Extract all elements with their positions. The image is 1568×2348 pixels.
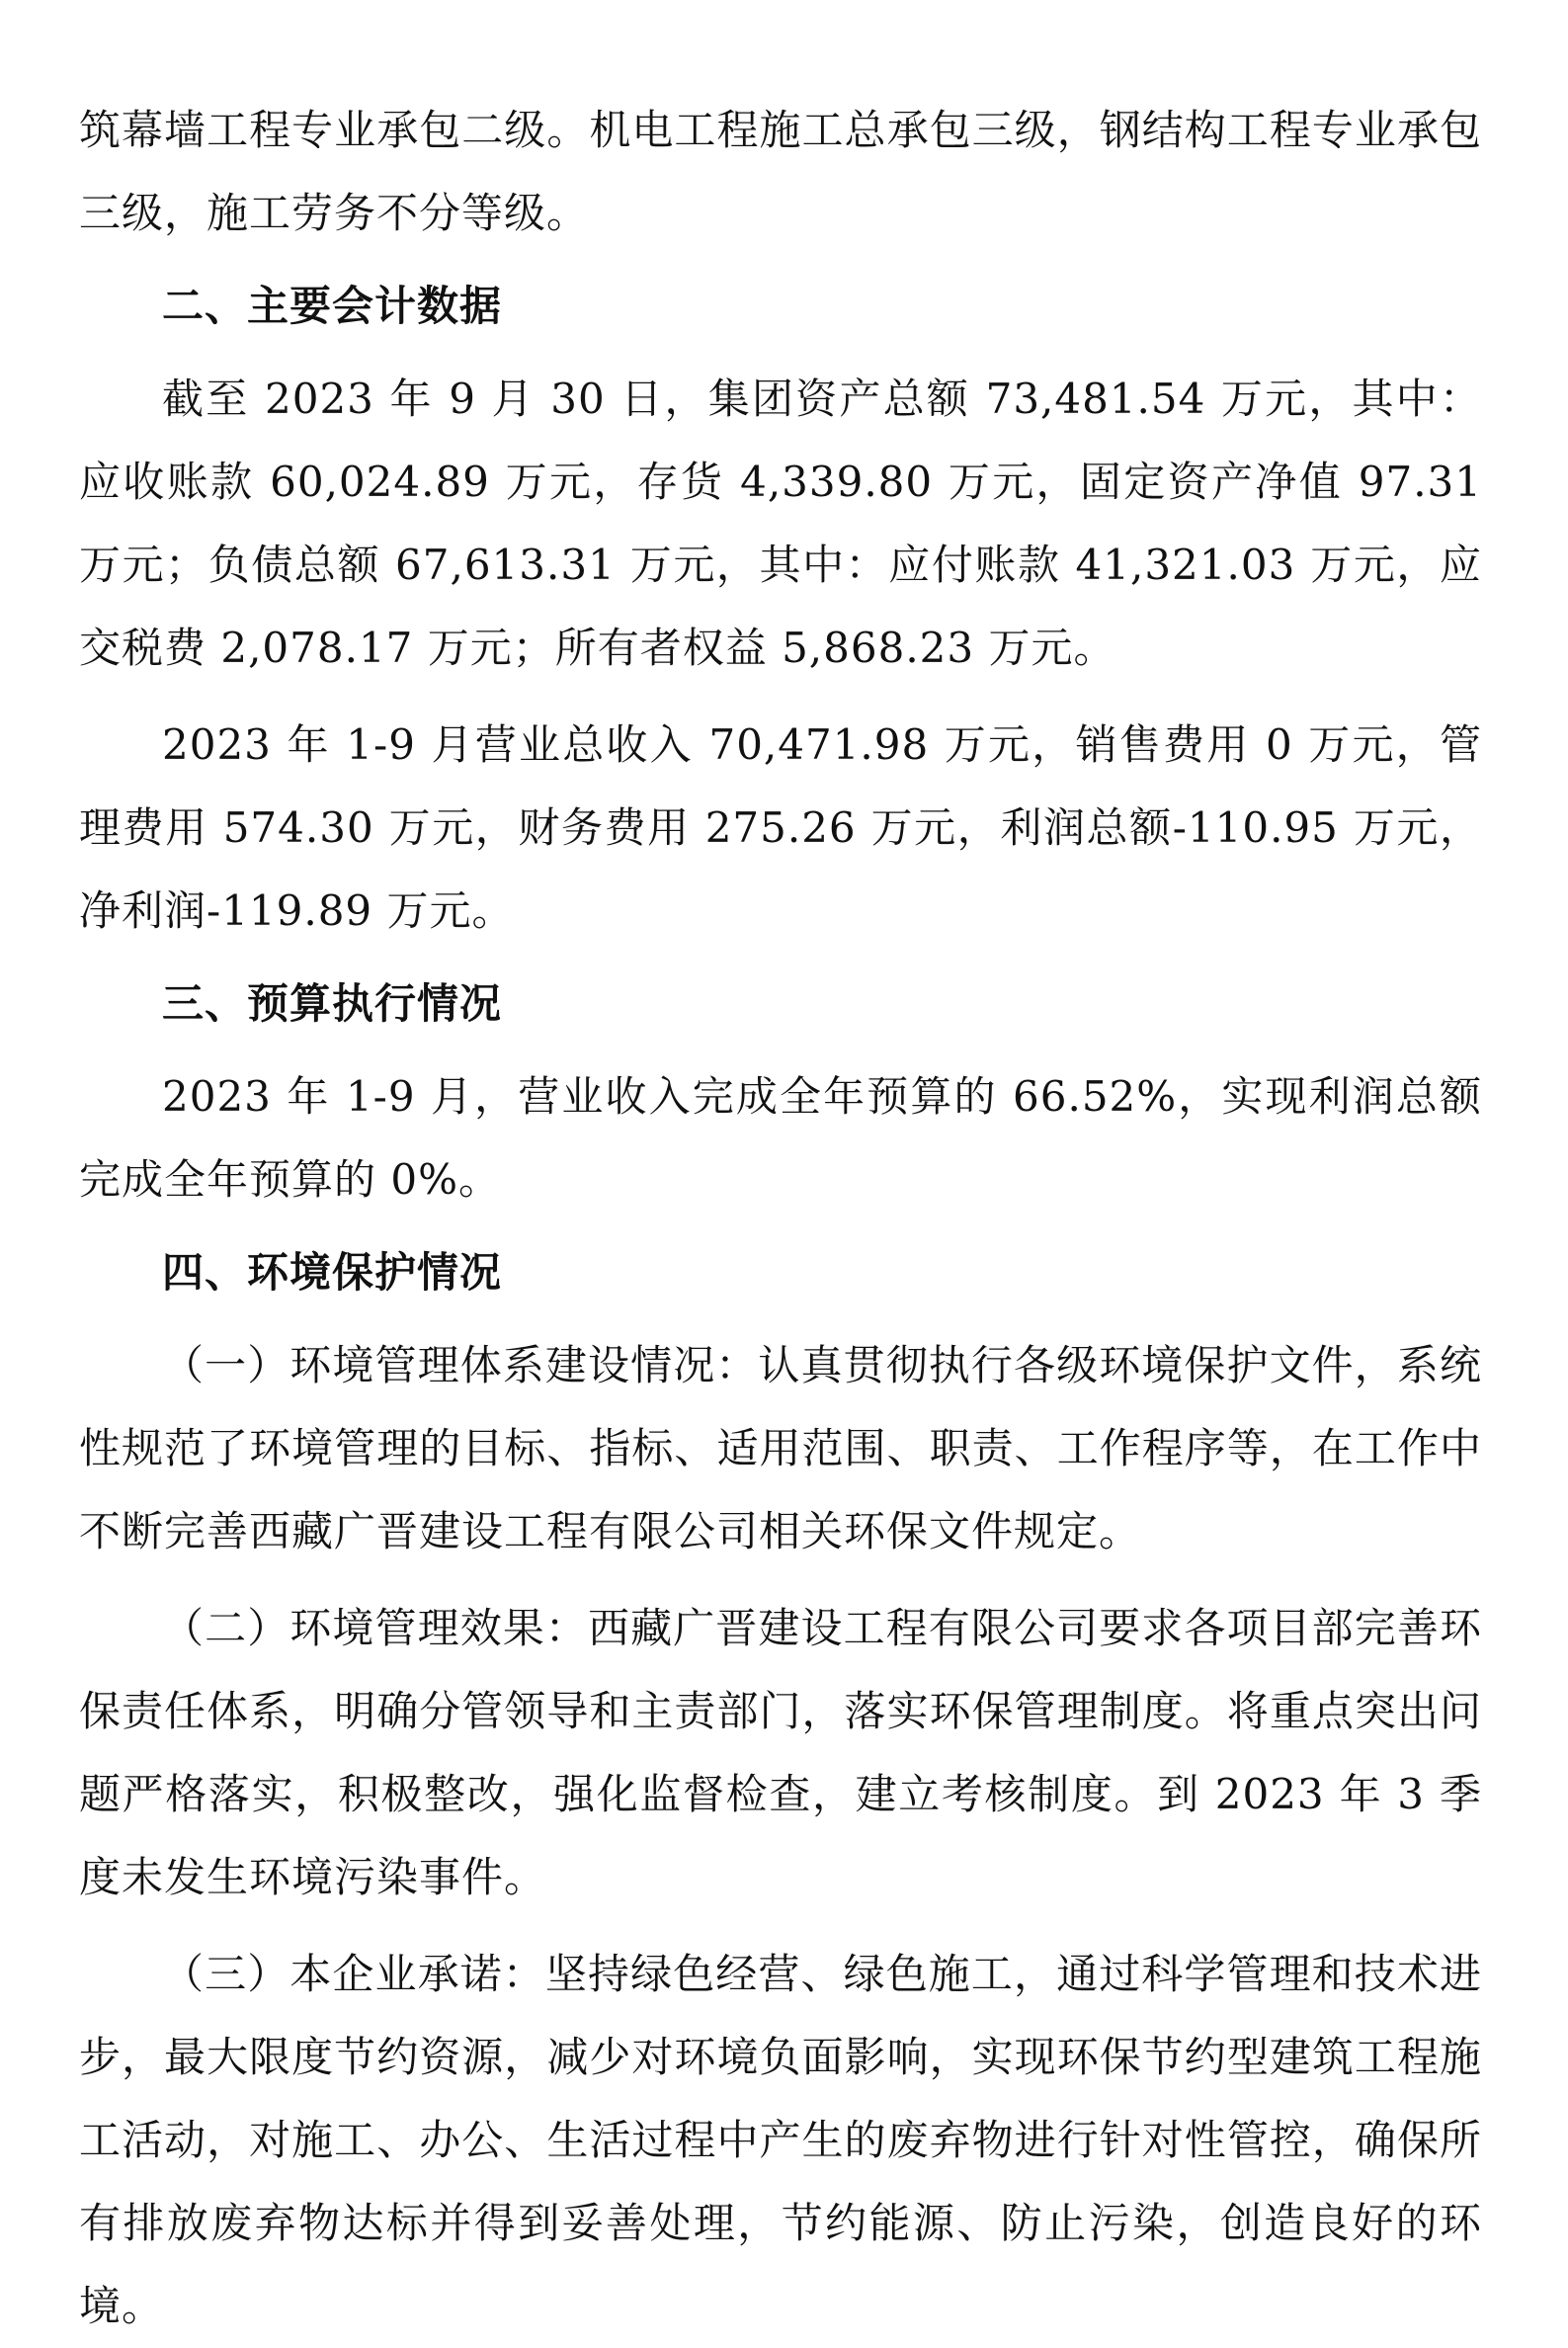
section-heading-budget: 三、预算执行情况 [162,979,503,1028]
section-heading-environment: 四、环境保护情况 [162,1248,503,1297]
income-paragraph: 2023 年 1-9 月营业总收入 70,471.98 万元，销售费用 0 万元，管理费用 574.30 万元，财务费用 275.26 万元，利润总额-110.95 万元，净利润-119.89 万元。 [79,720,1482,935]
enterprise-commitment-paragraph: （三）本企业承诺：坚持绿色经营、绿色施工，通过科学管理和技术进步，最大限度节约资源，减少对环境负面影响，实现环保节约型建筑工程施工活动，对施工、办公、生活过程中产生的废弃物进行针对性管控，确保所有排放废弃物达标并得到妥善处理，节约能源、防止污染，创造良好的环境。 [79,1950,1482,2330]
section-heading-accounting-data: 二、主要会计数据 [162,282,503,330]
assets-paragraph: 截至 2023 年 9 月 30 日，集团资产总额 73,481.54 万元，其中：应收账款 60,024.89 万元，存货 4,339.80 万元，固定资产净值 97.31 万元；负债总额 67,613.31 万元，其中：应付账款 41,321.03 万元，应交税费 2,078.17 万元；所有者权益 5,868.23 万元。 [79,375,1482,672]
budget-paragraph: 2023 年 1-9 月，营业收入完成全年预算的 66.52%，实现利润总额完成全年预算的 0%。 [79,1072,1482,1204]
intro-paragraph: 筑幕墙工程专业承包二级。机电工程施工总承包三级，钢结构工程专业承包三级，施工劳务不分等级。 [79,106,1482,237]
environment-system-paragraph: （一）环境管理体系建设情况：认真贯彻执行各级环境保护文件，系统性规范了环境管理的目标、指标、适用范围、职责、工作程序等，在工作中不断完善西藏广晋建设工程有限公司相关环保文件规定。 [79,1341,1482,1555]
environment-effect-paragraph: （二）环境管理效果：西藏广晋建设工程有限公司要求各项目部完善环保责任体系，明确分管领导和主责部门，落实环保管理制度。将重点突出问题严格落实，积极整改，强化监督检查，建立考核制度。到 2023 年 3 季度未发生环境污染事件。 [79,1604,1482,1901]
document-page [79,89,1482,2348]
